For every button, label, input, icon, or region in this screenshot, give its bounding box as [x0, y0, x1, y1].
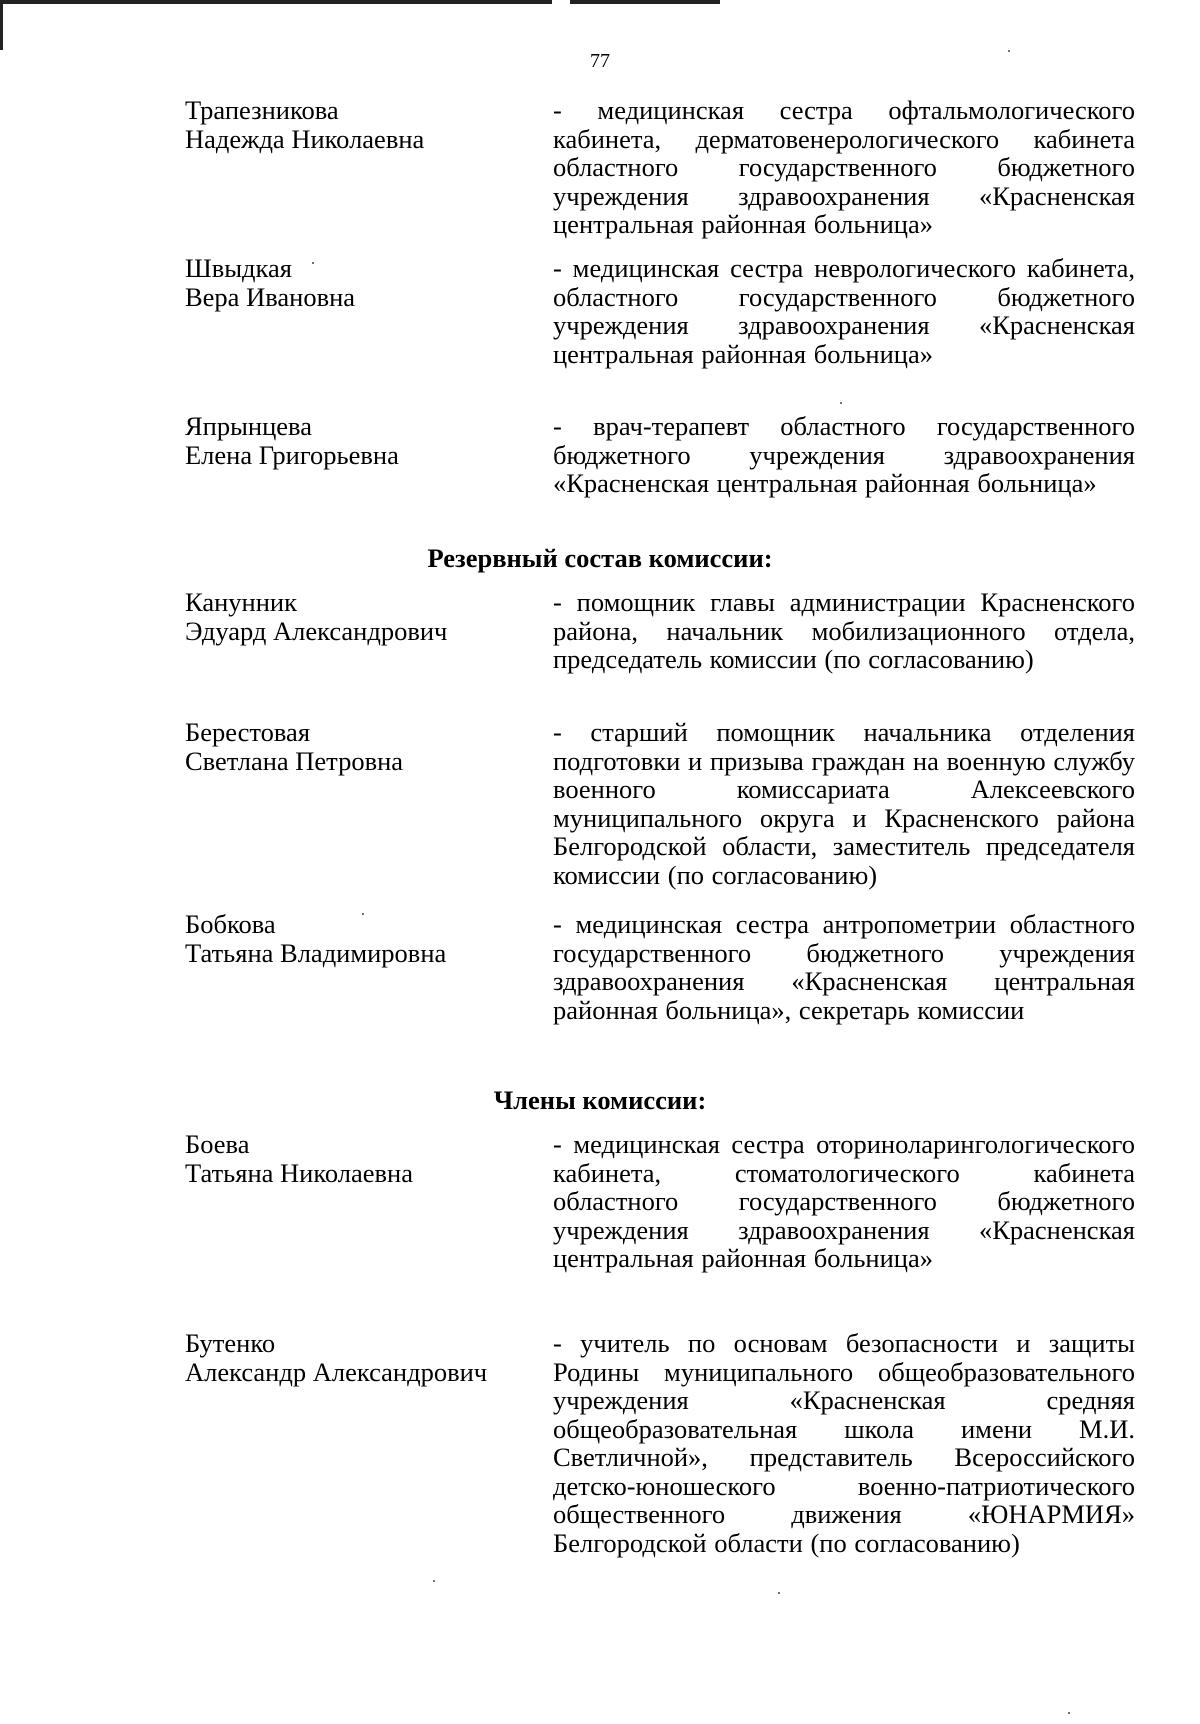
member-name	[185, 412, 525, 469]
scan-speck	[840, 402, 842, 404]
member-surname: Бутенко	[185, 1328, 276, 1358]
member-name	[185, 1130, 525, 1187]
member-surname: Канунник	[185, 587, 297, 617]
member-surname: Япрынцева	[185, 411, 312, 441]
member-position: - медицинская сестра оториноларингологического кабинета, стоматологического кабинета областного государственного бюджетного учреждения здравоохранения «Красненская центральная районная больница»	[553, 1129, 1135, 1273]
member-position: - врач-терапевт областного государственного бюджетного учреждения здравоохранения «Красненская центральная районная больница»	[553, 411, 1135, 498]
member-position: - медицинская сестра офтальмологического кабинета, дерматовенерологического кабинета областного государственного бюджетного учреждения здравоохранения «Красненская центральная районная больница»	[553, 95, 1135, 239]
member-position: - учитель по основам безопасности и защиты Родины муниципального общеобразовательного учреждения «Красненская средняя общеобразовательная школа имени М.И. Светличной», представитель Всероссийского детско-юношеского военно-патриотического общественного движения «ЮНАРМИЯ» Белгородской области (по согласованию)	[553, 1328, 1135, 1558]
member-surname: Трапезникова	[185, 95, 339, 125]
member-name	[185, 254, 525, 311]
member-surname: Бобкова	[185, 909, 276, 939]
member-position: - помощник главы администрации Красненского района, начальник мобилизационного отдела, председатель комиссии (по согласованию)	[553, 587, 1135, 674]
member-name	[185, 910, 525, 967]
member-given-names: Елена Григорьевна	[185, 439, 399, 470]
member-given-names: Эдуард Александрович	[185, 615, 448, 646]
member-name	[185, 1329, 525, 1386]
scan-edge-left	[0, 0, 3, 50]
member-name	[185, 588, 525, 645]
member-given-names: Александр Александрович	[185, 1356, 488, 1387]
scan-speck	[433, 1580, 435, 1582]
member-name	[185, 96, 525, 153]
section-heading-members: Члены комиссии:	[493, 1085, 707, 1115]
member-name	[185, 718, 525, 775]
member-position: - медицинская сестра неврологического кабинета, областного государственного бюджетного учреждения здравоохранения «Красненская центральная районная больница»	[553, 253, 1135, 369]
member-position: - медицинская сестра антропометрии областного государственного бюджетного учреждения здравоохранения «Красненская центральная районная больница», секретарь комиссии	[553, 909, 1135, 1025]
member-given-names: Светлана Петровна	[185, 745, 404, 776]
page-number: 77	[590, 50, 610, 72]
member-given-names: Вера Ивановна	[185, 281, 356, 312]
scan-edge-top	[0, 0, 1200, 4]
member-surname: Боева	[185, 1129, 250, 1159]
member-given-names: Татьяна Николаевна	[185, 1157, 413, 1188]
section-heading-reserve: Резервный состав комиссии:	[427, 543, 773, 573]
member-position: - старший помощник начальника отделения подготовки и призыва граждан на военную службу военного комиссариата Алексеевского муниципального округа и Красненского района Белгородской области, заместитель председателя комиссии (по согласованию)	[553, 717, 1135, 890]
member-surname: Швыдкая	[185, 253, 292, 283]
scan-speck	[778, 1592, 780, 1594]
member-surname: Берестовая	[185, 717, 311, 747]
member-given-names: Надежда Николаевна	[185, 123, 425, 154]
scan-speck	[1068, 1712, 1070, 1714]
member-given-names: Татьяна Владимировна	[185, 937, 447, 968]
